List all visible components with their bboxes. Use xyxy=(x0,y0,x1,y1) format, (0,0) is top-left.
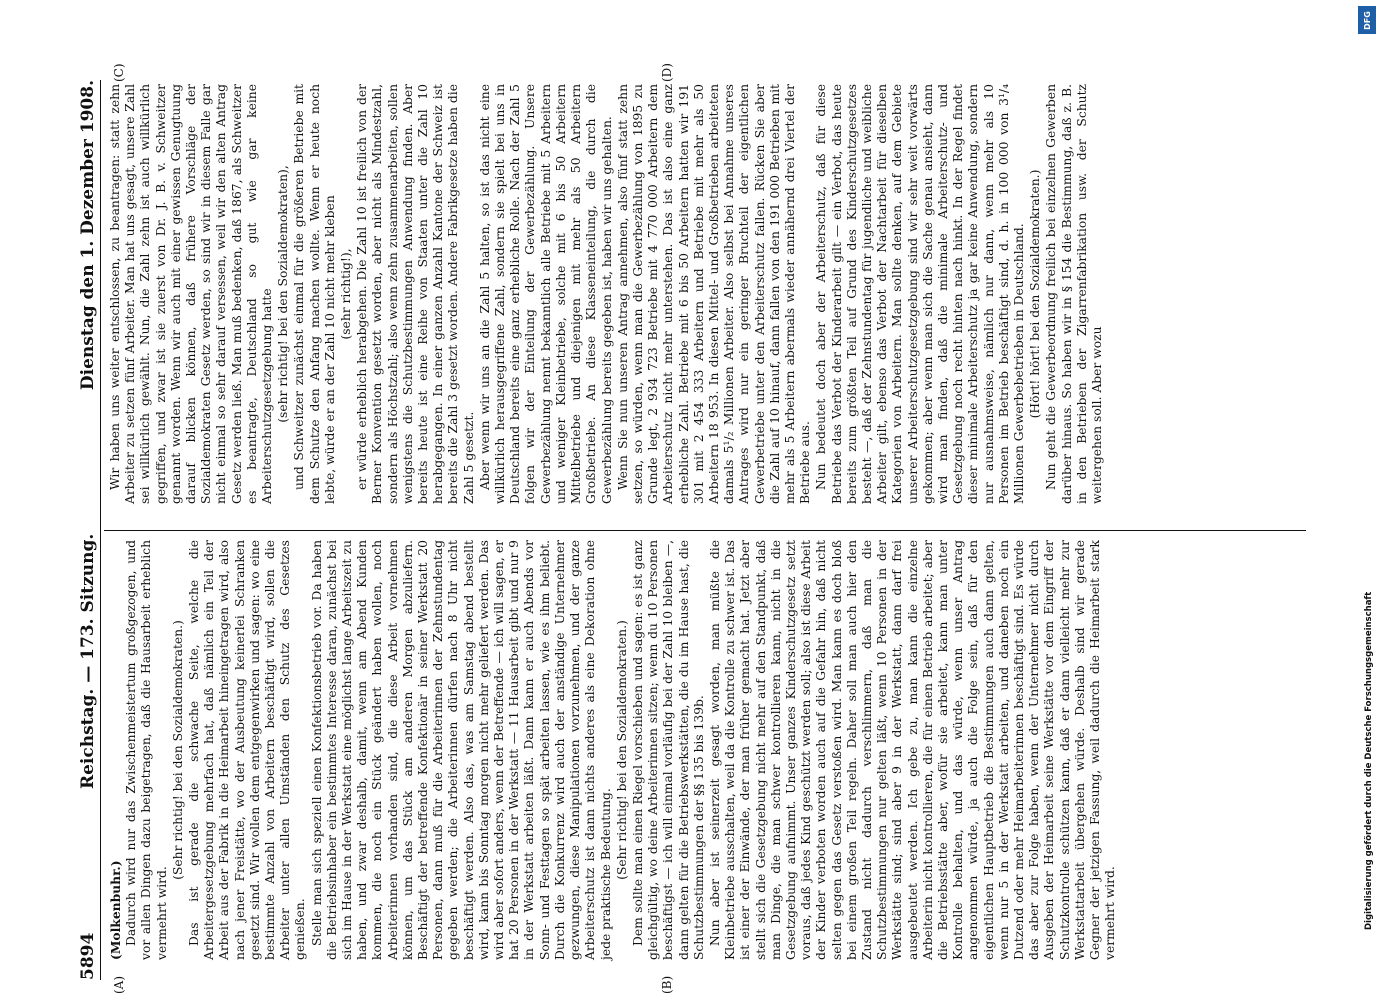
session-title: Reichstag. — 173. Sitzung. xyxy=(78,533,98,790)
session-date: Dienstag den 1. Dezember 1908. xyxy=(78,80,98,391)
paragraph: Wenn Sie nun unseren Antrag annehmen, also fünf statt zehn setzen, so würden, wenn man die Gewerbezählung von 1895 zu Grunde legt, 2 934 723 Betriebe mit 4 770 000 Arbeitern dem Arbeiterschutz nicht mehr unterstehen. Das ist also eine ganz erhebliche Zahl. Betriebe mit 6 bis 50 Arbeitern hatten wir 191 301 mit 2 454 333 Arbeitern und Betriebe mit mehr als 50 Arbeitern 18 953. In diesen Mittel- und Großbetrieben arbeiteten damals 5¹/₂ Millionen Arbeiter. Also selbst bei Annahme unseres Antrages wird nur ein geringer Bruchteil der eigentlichen Gewerbetriebe unter den Arbeiterschutz fallen. Rücken Sie aber die Zahl auf 10 hinauf, dann fallen von den 191 000 Betrieben mit mehr als 5 Arbeitern abermals wieder annähernd drei Viertel der Betriebe aus. xyxy=(615,84,813,504)
margin-marker-a: (A) xyxy=(112,975,126,994)
margin-marker-d: (D) xyxy=(660,63,674,82)
page-number: 5894 xyxy=(78,932,98,980)
left-column xyxy=(108,540,1119,960)
paragraph: Nun geht die Gewerbeordnung freilich bei einzelnen Gewerben darüber hinaus. So haben wir in § 154 die Bestimmung, daß z. B. in den Betrieben der Zigarrenfabrikation usw. der Schutz weitergehen soll. Aber wozu xyxy=(1044,84,1104,504)
dfg-logo xyxy=(1358,6,1376,34)
paragraph: Nun bedeutet doch aber der Arbeiterschutz, daß für diese Betriebe das Verbot der Kinderarbeit gilt — ein Verbot, das heute bereits zum größten Teil auf Grund des Kinderschutzgesetzes besteht —, daß der Zehnstundentag für jugendliche und weibliche Arbeiter gilt, ebenso das Verbot der Nachtarbeit für dieselben Kategorien von Arbeitern. Man sollte denken, auf dem Gebiete unserer Arbeiterschutzgesetzgebung sind wir sehr weit vorwärts gekommen; aber wenn man sich die Sache genau ansieht, dann wird man finden, daß die minimale Arbeiterschutz- und Gesetzgebung noch recht hinten nach hinkt. In der Regel findet dieser minimale Arbeiterschutz ja gar keine Anwendung, sondern nur ausnahmsweise, nämlich nur dann, wenn mehr als 10 Personen im Betrieb beschäftigt sind, d. h. in 100 000 von 3¹/₄ Millionen Gewerbebetrieben in Deutschland. xyxy=(814,84,1026,504)
digitization-credit: Digitalisierung gefördert durch die Deutsche Forschungsgemeinschaft xyxy=(1364,591,1374,930)
paragraph: (sehr richtig!), xyxy=(339,248,354,340)
paragraph: (Sehr richtig! bei den Sozialdemokraten.) xyxy=(170,620,185,880)
paragraph: er würde erheblich herabgehen. Die Zahl 10 ist freilich von der Berner Konvention gesetzt worden, aber nicht als Mindestzahl, sondern als Höchstzahl; also wenn zehn zusammenarbeiten, sollen wenigstens die Schutzbestimmungen Anwendung finden. Aber bereits heute ist eine Reihe von Staaten unter die Zahl 10 herabgegangen. In einer ganzen Anzahl Kantone der Schweiz ist bereits die Zahl 3 gesetzt worden. Andere Fabrikgesetze haben die Zahl 5 gesetzt. xyxy=(355,84,476,504)
paragraph: Wir haben uns weiter entschlossen, zu beantragen: statt zehn Arbeiter zu setzen fünf Arbeiter. Man hat uns gesagt, unsere Zahl sei willkürlich gewählt. Nun, die Zahl zehn ist auch willkürlich gegriffen, und zwar ist sie zuerst von Dr. J. B. v. Schweitzer genannt worden. Wenn wir auch mit einer gewissen Genugtuung darauf blicken können, daß frühere Vorschläge der Sozialdemokraten Gesetz werden, so sind wir in diesem Falle gar nicht einmal so sehr darauf versessen, weil wir den alten Antrag Gesetz werden ließ. Man muß bedenken, daß 1867, als Schweitzer es beantragte, Deutschland so gut wie gar keine Arbeiterschutzgesetzgebung hatte xyxy=(108,84,275,504)
margin-marker-c: (C) xyxy=(112,63,126,82)
paragraph: Aber wenn wir uns an die Zahl 5 halten, so ist das nicht eine willkürlich herausgegriffene Zahl, sondern sie spielt bei uns in Deutschland bereits eine ganz erhebliche Rolle. Nach der Zahl 5 folgen wir der Einteilung der Gewerbezählung. Unsere Gewerbezählung nennt bekanntlich alle Betriebe mit 5 Arbeitern und weniger Kleinbetriebe, solche mit 6 bis 50 Arbeitern Mittelbetriebe und diejenigen mit mehr als 50 Arbeitern Großbetriebe. An diese Klasseneinteilung, die durch die Gewerbezählung bereits gegeben ist, haben wir uns gehalten. xyxy=(477,84,614,504)
paragraph: und Schweitzer zunächst einmal für die größeren Betriebe mit dem Schutze den Anfang machen wollte. Wenn er heute noch lebte, würde er an der Zahl 10 nicht mehr kleben xyxy=(292,84,337,504)
paragraph: (sehr richtig! bei den Sozialdemokraten), xyxy=(276,165,291,423)
paragraph: Dadurch wird nur das Zwischenmeistertum großgezogen, und vor allen Dingen dazu beigetragen, daß die Hausarbeit erheblich vermehrt wird. xyxy=(124,540,169,960)
paragraph: Dem sollte man einen Riegel vorschieben und sagen: es ist ganz gleichgültig, wo deine Arbeiterinnen sitzen; wenn du 10 Personen beschäftigst — ich will einmal vorläufig bei der Zahl 10 bleiben —, dann gelten für die Betriebswerkstätten, die du im Hause hast, die Schutzbestimmungen der §§ 135 bis 139b. xyxy=(630,540,706,960)
right-column xyxy=(108,84,1106,504)
paragraph: Stelle man sich speziell einen Konfektionsbetrieb vor. Da haben die Betriebsinhaber ein bestimmtes Interesse daran, zunächst bei sich im Hause in der Werkstatt eine möglichst lange Arbeitszeit zu haben, und zwar deshalb, damit, wenn am Abend Kunden kommen, die noch ein Stück geändert haben wollen, noch Arbeiterinnen vorhanden sind, die diese Arbeit vornehmen können, um das Stück am anderen Morgen abzuliefern. Beschäftigt der betreffende Konfektionär in seiner Werkstatt 20 Personen, dann muß für die Arbeiterinnen der Zehnstundentag gegeben werden; die Arbeiterinnen dürfen nach 8 Uhr nicht beschäftigt werden. Also das, was am Samstag abend bestellt wird, kann bis Sonntag morgen nicht mehr geliefert werden. Das wird aber sofort anders, wenn der Betreffende — ich will sagen, er hat 20 Personen in der Werkstatt — 11 Hausarbeit gibt und nur 9 in der Werkstatt arbeiten läßt. Dann kann er auch Abends vor Sonn- und Festtagen so spät arbeiten lassen, wie es ihm beliebt. Durch die Konkurrenz wird auch der anständige Unternehmer gezwungen, diese Manipulationen vorzunehmen, und der ganze Arbeiterschutz ist dann nichts anderes als eine Dekoration ohne jede praktische Bedeutung. xyxy=(309,540,613,960)
margin-marker-b: (B) xyxy=(660,975,674,994)
paragraph: (Sehr richtig! bei den Sozialdemokraten.) xyxy=(614,620,629,880)
page-header xyxy=(68,80,98,980)
speaker-name: (Molkenbuhr.) xyxy=(108,860,123,960)
dfg-logo-text: DFG xyxy=(1362,10,1372,30)
column-divider xyxy=(104,530,1306,531)
header-rule xyxy=(100,80,101,980)
paragraph: (Hört! hört! bei den Sozialdemokraten.) xyxy=(1028,169,1043,419)
paragraph: Nun aber ist seinerzeit gesagt worden, man müßte die Kleinbetriebe ausschalten, weil da die Kontrolle zu schwer ist. Das ist einer der Einwände, der man früher gemacht hat. Jetzt aber stellt sich die Gesetzgebung nicht mehr auf den Standpunkt, daß man Dinge, die man schwer kontrollieren kann, nicht in die Gesetzgebung aufnimmt. Unser ganzes Kinderschutzgesetz setzt voraus, daß jedes Kind geschützt werden soll; also ist diese Arbeit der Kinder verboten worden auch auf die Gefahr hin, daß nicht selten gegen das Gesetz verstoßen wird. Man kann es doch bloß bei einem großen Teil regeln. Daher soll man auch hier den Zustand nicht dadurch verschlimmern, daß man die Schutzbestimmungen nur gelten läßt, wenn 10 Personen in der Werkstätte sind; sind aber 9 in der Werkstatt, dann darf frei ausgebeutet werden. Ich gebe zu, man kann die einzelne Arbeiterin nicht kontrollieren, die für einen Betrieb arbeitet; aber die Betriebsstätte aber, wofür sie arbeitet, kann man unter Kontrolle behalten, und das würde, wenn unser Antrag angenommen würde, ja auch die Folge sein, daß für den eigentlichen Hauptbetrieb die Bestimmungen auch dann gelten, wenn nur 5 in der Werkstatt arbeiten, und daneben noch ein Dutzend oder mehr Heimarbeiterinnen beschäftigt sind. Es würde das aber zur Folge haben, wenn der Unternehmer nicht durch Ausgeben der Heimarbeit seine Werkstätte vor dem Eingriff der Schutzkontrolle schützen kann, daß er dann vielleicht mehr zur Werkstattarbeit übergehen würde. Deshalb sind wir gerade Gegner der jetzigen Fassung, weil dadurch die Heimarbeit stark vermehrt wird. xyxy=(707,540,1118,960)
rotated-page xyxy=(60,60,1320,1000)
paragraph: Das ist gerade die schwache Seite, welche die Arbeitergesetzgebung mehrfach hat, daß nämlich ein Teil der Arbeit aus der Fabrik in die Heimarbeit hineingetragen wird, also nach jener Freistätte, wo der Ausbeutung keinerlei Schranken gesetzt sind. Wir wollen dem entgegenwirken und sagen: wo eine bestimmte Anzahl von Arbeitern beschäftigt wird, sollen die Arbeiter unter allen Umständen den Schutz des Gesetzes genießen. xyxy=(187,540,308,960)
